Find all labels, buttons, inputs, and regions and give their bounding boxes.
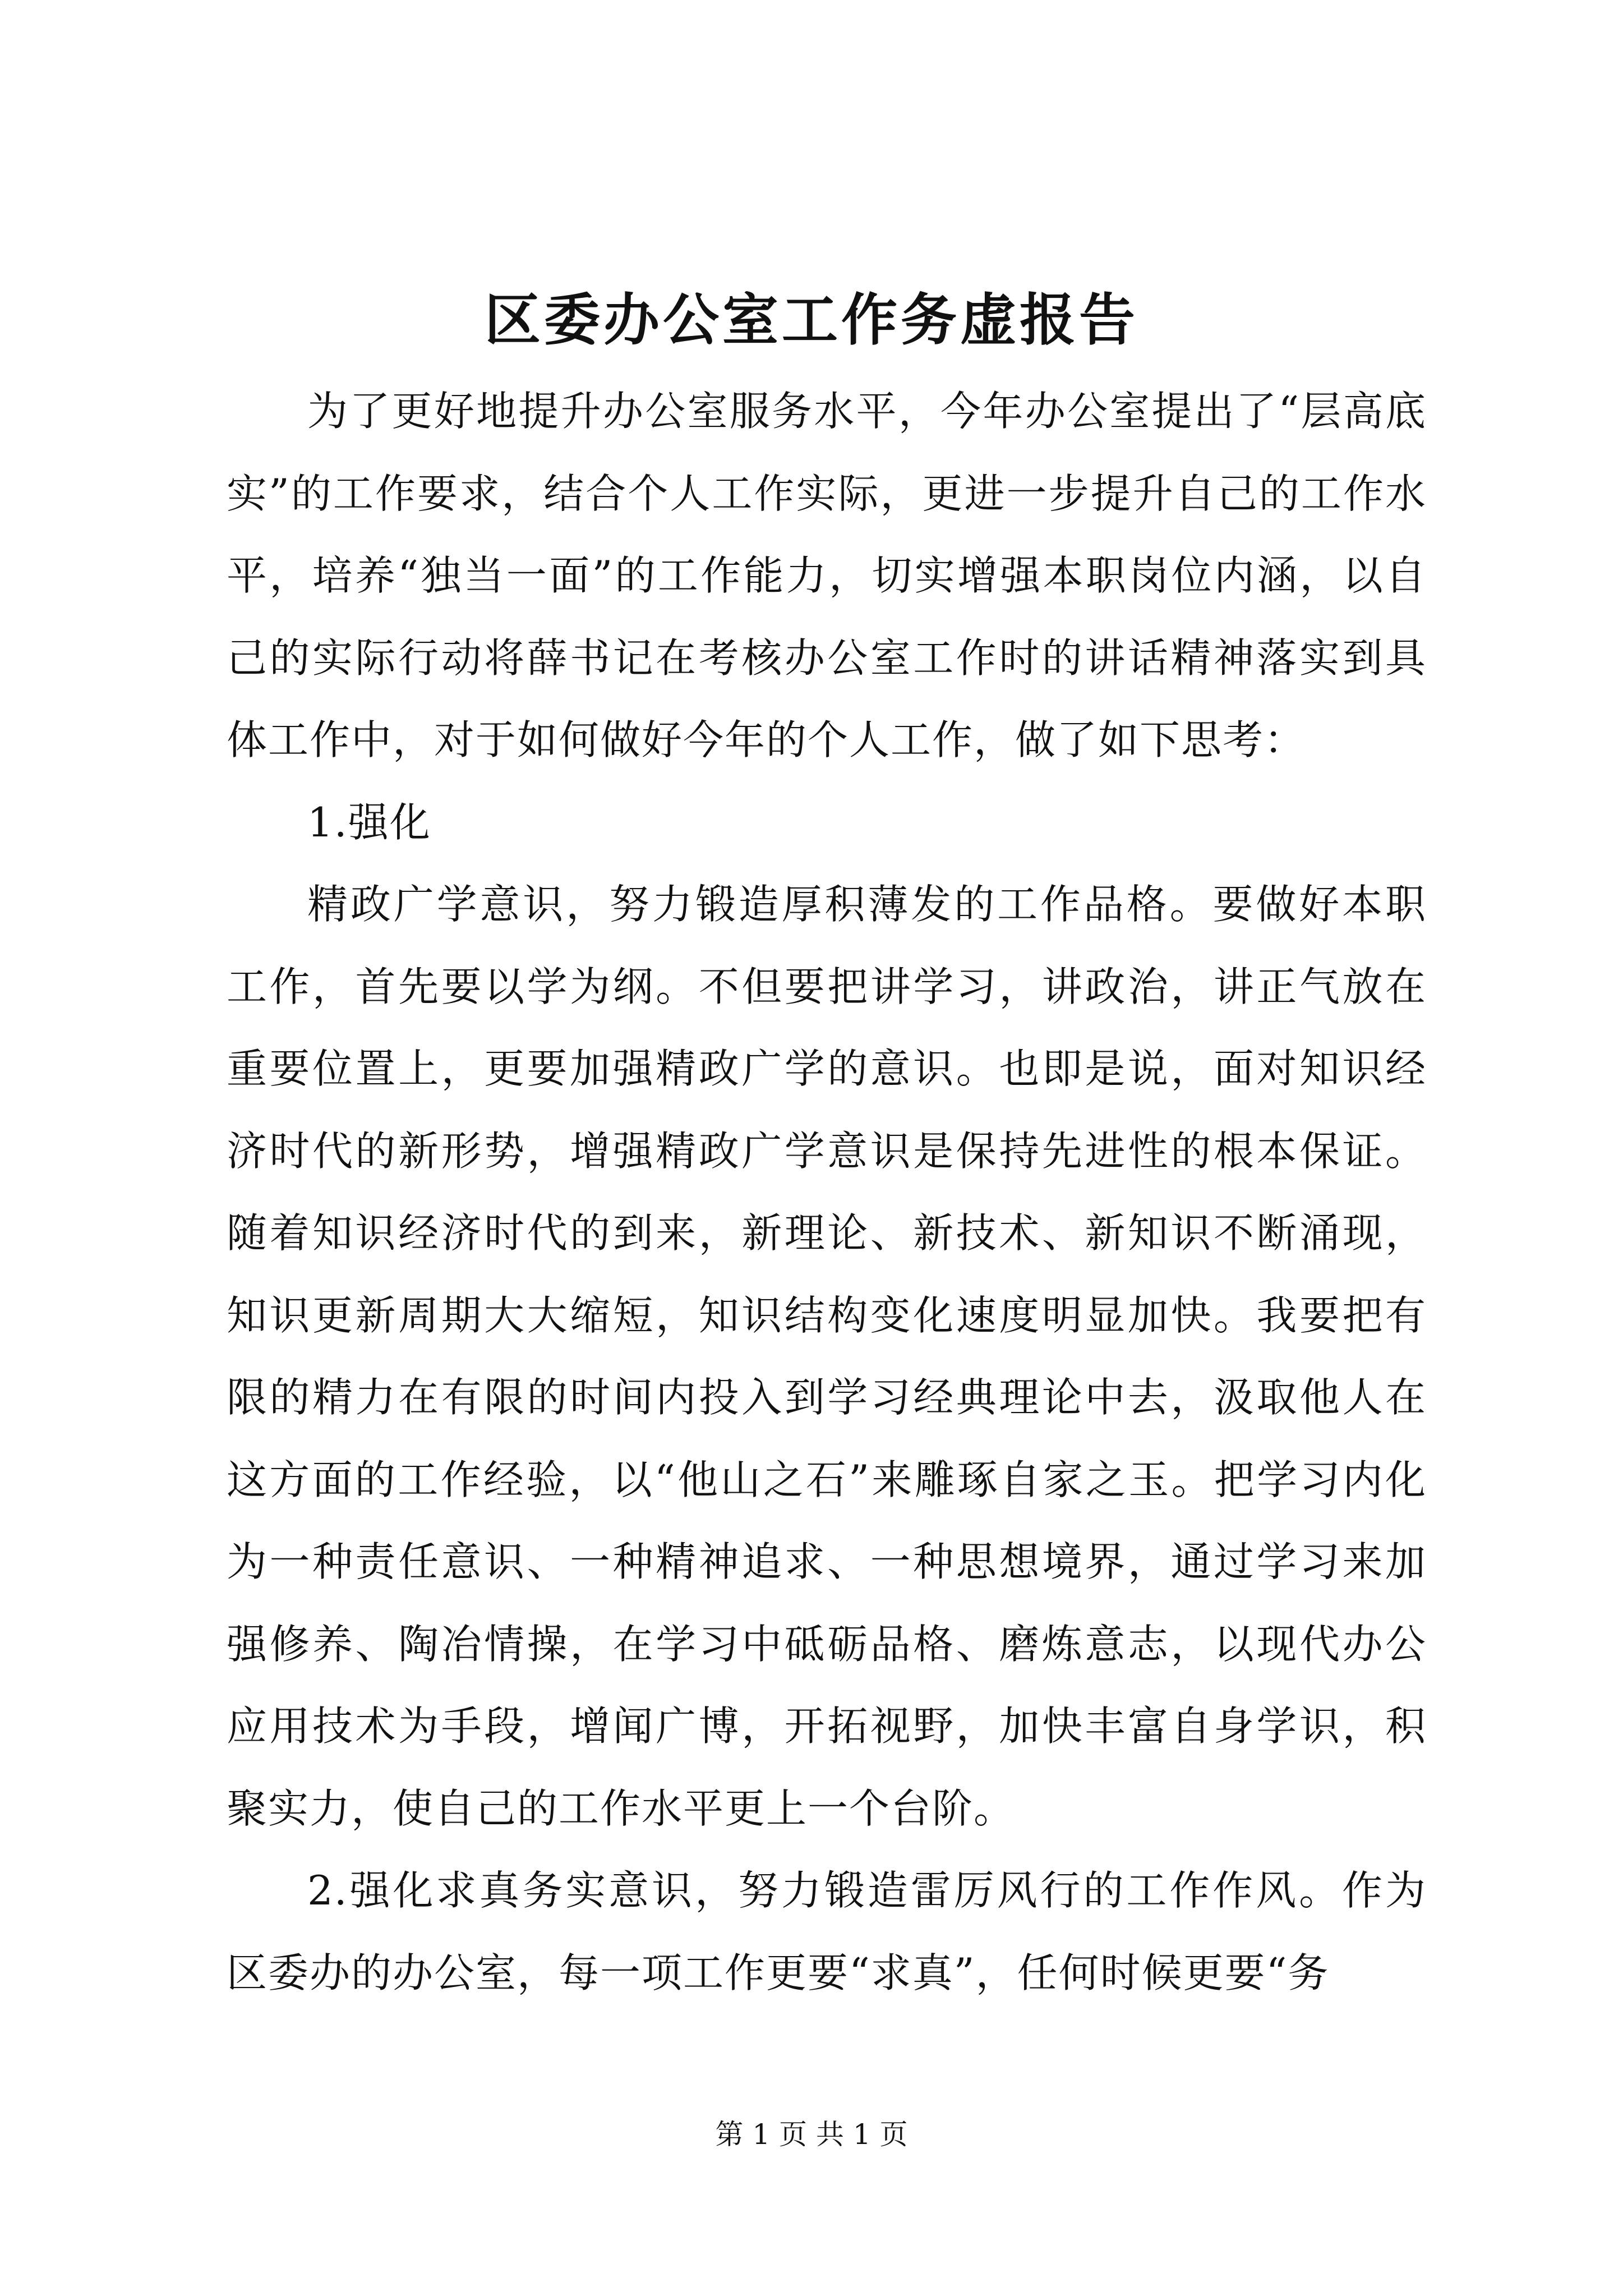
section-1-paragraph: 精政广学意识，努力锻造厚积薄发的工作品格。要做好本职工作，首先要以学为纲。不但要把讲学习，讲政治，讲正气放在重要位置上，更要加强精政广学的意识。也即是说，面对知识经济时代的新形势，增强精政广学意识是保持先进性的根本保证。随着知识经济时代的到来，新理论、新技术、新知识不断涌现，知识更新周期大大缩短，知识结构变化速度明显加快。我要把有限的精力在有限的时间内投入到学习经典理论中去，汲取他人在这方面的工作经验，以“他山之石”来雕琢自家之玉。把学习内化为一种责任意识、一种精神追求、一种思想境界，通过学习来加强修养、陶冶情操，在学习中砥砺品格、磨炼意志，以现代办公应用技术为手段，增闻广博，开拓视野，加快丰富自身学识，积聚实力，使自己的工作水平更上一个台阶。	[227, 881, 1427, 1832]
section-2-paragraph: 2.强化求真务实意识，努力锻造雷厉风行的工作作风。作为区委办的办公室，每一项工作更要“求真”，任何时候更要“务	[227, 1867, 1427, 1996]
document-body	[227, 370, 1427, 2014]
intro-paragraph: 为了更好地提升办公室服务水平，今年办公室提出了“层高底实”的工作要求，结合个人工作实际，更进一步提升自己的工作水平，培养“独当一面”的工作能力，切实增强本职岗位内涵，以自己的实际行动将薛书记在考核办公室工作时的讲话精神落实到具体工作中，对于如何做好今年的个人工作，做了如下思考：	[227, 388, 1427, 763]
page-footer: 第 1 页 共 1 页	[715, 2118, 908, 2151]
document-title: 区委办公室工作务虚报告	[485, 287, 1138, 353]
section-1-heading: 1.强化	[307, 798, 431, 846]
